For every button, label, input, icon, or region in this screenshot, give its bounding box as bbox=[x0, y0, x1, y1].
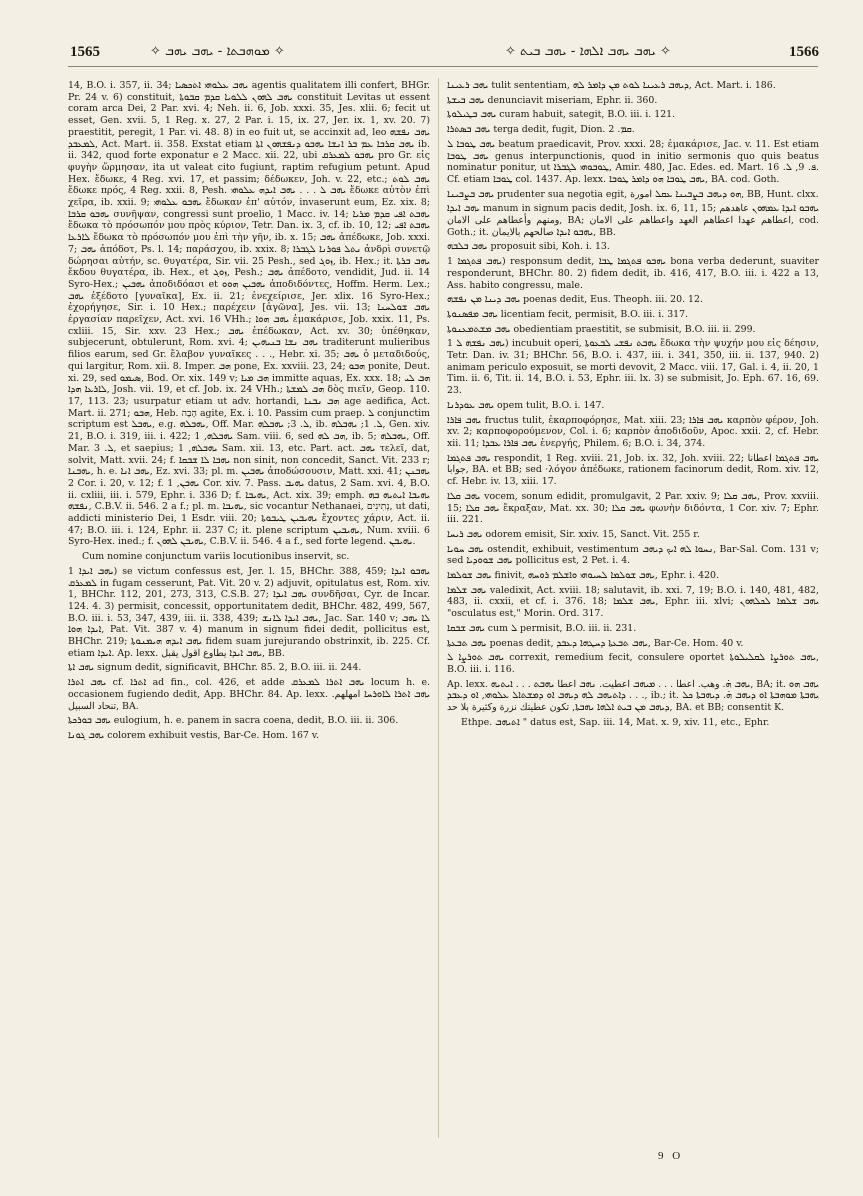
right-column bbox=[447, 80, 819, 1140]
entry-paragraph: ܝܗܒ ܒܨܒܝܢܐ prudenter sua negotia egit, ܗܘ ܕܝܗܒ ܒܨܒܝܢܐ ܥܩܠ امورة, BB, Hunt. clxx. bbox=[447, 188, 819, 200]
entry-paragraph: ܝܗܒ ܪܝܚܐ odorem emisit, Sir. xxiv. 15, Sanct. Vit. 255 r. bbox=[447, 528, 700, 540]
left-page-number: 1565 bbox=[70, 44, 100, 60]
entry-paragraph: ܝܗܒ ܛܘܒܐ ܠ beatum praedicavit, Prov. xxxi. 28; ἐμακάρισε, Jac. v. 11. Est etiam ܝܗܒ ܛܘܒܐ genus interpunctionis, quod in initio sermonis quo quis beatus nominatur ponitur, ut ܛܘܒܘܗܝ ܠܓܒܪܐ, Amir. 480, Jac. Edes. ed. Mart. ܦ. 9, ܠ. 16. Cf. etiam ܛܘܒܐ col. 1437. Ap. lexx. ܝܗܒ ܛܘܒܐ ܗܘ ܕܐܡܪ ܛܘܒܐ, BA. cod. Goth. bbox=[447, 138, 819, 185]
entry-paragraph: ܝܗܒ ܬܒܥܬܐ poenas dedit, ܝܗܒ ܬܒܥܬܐ ܕܚܛܗܐ ܕܥܒܕ, Bar-Ce. Hom. 40 v. bbox=[447, 637, 744, 649]
entry-paragraph: ܝܗܒ ܡܦܣܢܘܬܐ licentiam fecit, permisit, B.O. iii. i. 317. bbox=[447, 308, 689, 320]
entry-paragraph: ܝܗܒ ܐܝܕܐ 1) se victum confessus est, Jer. l. 15, BHChr. 388, 459; ܝܗܒܘ ܐܝܕܐ ܠܡܥܪܩ in fugam cesserunt, Pat. Vit. 20 v. 2) adjuvit, opitulatus est, Rom. xiv. 1, BHChr. 112, 201, 273, 313, C.S.B. 27; ܝܗܒ ܐܝܕܐ συνδῆσαι, Cyr. de Incar. 124. 4. 3) permisit, concessit, opportunitatem dedit, BHChr. 482, 499, 567, B.O. iii. i. 53, 347, 439, iii. ii. 338, 439; ܝܗܒ ܐܝܕܐ ܠܐܢܫ, Jac. Sar. 140 v; ܠܐ ܝܗܒ ܐܝܕܐ ܗܘܐ, Pat. Vit. 387 v. 4) manum in signum fidei dedit, pollicitus est, BHChr. 219; ܝܗܒ ܐܝܕܗ ܗܝܡܢܘܬܐ fidem suam jurejurando obstrinxit, ib. 225. Cf. etiam ܐܝܕܐ. Ap. lexx. ܝܗܒ ܐܝܕܐ يطاوع اقول يقبل, BB. bbox=[68, 565, 430, 659]
right-page-number: 1566 bbox=[789, 44, 819, 60]
entry-paragraph: ܝܗܒ ܦܐܪܐ fructus tulit, ἐκαρποφόρησε, Mat. xiii. 23; ܝܗܒ ܦܐܪܐ καρπὸν φέρον, Joh. xv. 2; καρποφορούμενον, Col. i. 6; καρπὸν ἀποδιδοῦν, Apoc. xxii. 2, cf. Hebr. xii. 11; ܝܗܒ ܦܐܪܐ ܥܒܕܐ ἐνεργής, Philem. 6; B.O. i. 34, 374. bbox=[447, 414, 819, 449]
entry-paragraph: ܝܗܒ ܫܠܡܐ valedixit, Act. xviii. 18; salutavit, ib. xxi. 7, 19; B.O. i. 140, 481, 482, 483, ii. cxxii, et cf. i. 376. 18; ܝܗܒ ܫܠܡܐ, Ephr. iii. xlvi; ܝܗܒ ܫܠܡܐ ܠܟܠܗܘܢ "osculatus est," Morin. Ord. 317. bbox=[447, 584, 819, 620]
entry-paragraph: ܝܗܒ ܒܘܪܟܬܐ eulogium, h. e. panem in sacra coena, dedit, B.O. iii. ii. 306. bbox=[68, 715, 399, 727]
entry-paragraph: ܝܗܒ ܥܘܕܪܢܐ opem tulit, B.O. i. 147. bbox=[447, 399, 605, 411]
entry-paragraph: ܝܗܒ ܓܘܢܐ colorem exhibuit vestis, Bar-Ce. Hom. 167 v. bbox=[68, 729, 320, 741]
entry-paragraph: ܝܗܒ ܢܦܫܗ ܠ 1) incubuit operi, ܝܗܒܬ ܢܦܫܝ ܠܒܥܘܬܐ ἔδωκα τὴν ψυχήν μου εἰς δέησιν, Tetr. Dan. iv. 31; BHChr. 56, B.O. i. 437, iii. i. 341, 350, iii. ii. 137, 940. 2) animam periculo exposuit, se morti devovit, 2 Macc. viii. 17, Gal. i. 4, ii. 20, 1 Tim. ii. 6, Tit. ii. 14, B.O. i. 53, Ephr. iii. lx. 3) se submisit, Jo. Eph. 67. 16, 69. 23. bbox=[447, 338, 819, 397]
entry-paragraph: ܝܗܒ ܫܘܠܡܐ finivit, ܝܗܒ ܫܘܠܡܐ ܠܚܝܘܗܝ ܘܐܫܠܡ ܪܘܚܗ, Ephr. i. 420. bbox=[447, 570, 719, 582]
entry-paragraph: ܝܗܒ ܦܬܓܡܐ respondit, 1 Reg. xviii. 21, Job. ix. 32, Joh. xviii. 22; ܝܗܒ ܦܬܓܡܐ اعطانا جوابا, BA. et BB; sed ·λόγον ἀπέδωκε, rationem facinorum dedit, Rom. xiv. 12, cf. Hebr. iv. 13, xiii. 17. bbox=[447, 452, 819, 488]
column-divider bbox=[438, 78, 439, 1138]
header-rule bbox=[68, 66, 818, 67]
entry-paragraph: Cum nomine conjunctum variis locutionibus inservit, sc. bbox=[82, 551, 350, 563]
entry-paragraph: ܝܗܒ ܒܠܒܗ proposuit sibi, Koh. i. 13. bbox=[447, 241, 610, 253]
page-header bbox=[0, 0, 863, 62]
entry-paragraph: ܝܗܒ ܡܫܬܡܥܢܘܬܐ obedientiam praestitit, se submisit, B.O. iii. ii. 299. bbox=[447, 323, 756, 335]
entry-paragraph: ܝܗܒ ܒܣܬܪܐ terga dedit, fugit, Dion. ܩܡ. 2. bbox=[447, 124, 635, 136]
entry-paragraph: ܝܗܒ ܕܝܢܐ ܡܢ ܢܦܫܗ poenas dedit, Eus. Theoph. iii. 20. 12. bbox=[447, 294, 703, 306]
entry-paragraph: ܝܗܒ ܒܛܝܠܘܬܐ curam habuit, sategit, B.O. iii. i. 121. bbox=[447, 109, 676, 121]
right-running-title: ✧ ܝܗܒ ܝܗܒ ܐܠܗܐ - ܝܗܒ ܒܝܬ ✧ bbox=[505, 44, 671, 59]
entry-paragraph: ܝܗܒ ܪܥܝܢܐ tulit sententiam, ܕܝܗܒ ܪܥܝܢܐ ܠܘܬ ܡܢ ܕܐܡܪ ܠܗ, Act. Mart. i. 186. bbox=[447, 80, 776, 91]
left-column bbox=[68, 80, 430, 1140]
entry-paragraph: Ap. lexx. ܝܗܒ ܗ̇. وهب. اعطا . . . ܡܝܗܒ اعطيت. ܢܗܒ اعطا ܝܗܒܬ . . . ܐܝܬܝܗ, BA; it. ܝܗܒ ܗܘ ܕܐܬܝܗܒ ܠܗ ܕܝܗܒ ܐܘ ܕܡܫܬܐܠ ܥܠܘܗܝ, ܐܘ ܕܥܒܕ . . ., ib.; it. ܝܗܒܬܐ ܡܘܗܒܬܐ ܐܘ ܕܝܗܒ ܗ̇. ܕܝܗܒܬܐ ܟܠ ܕܝܗܒ ܡܢ ܒܝܬ ܐܠܗܐ ܝܗܒܬܐ, تكون عطيتك نزرة وكثيرة بلا حد, BA. et BB; consentit K. bbox=[447, 678, 819, 714]
entry-paragraph: ܝܗܒ ܐܝܕܐ manum in signum pacis dedit, Josh. ix. 6, 11, 15; ܝܗܒܘ ܐܝܕܐ ܥܡܗܘܢ عاهدهم ومنهم وأعطاهم على الامان, BA; اعطاهم عهدا اعطاهم العهد واعطاهم على الامان, cod. Goth.; it. ܝܗܒܘ ܐܝܕܐ صالحهم بالايمان, BB. bbox=[447, 203, 819, 238]
entry-paragraph: ܝܗܒ ܫܒܩܐ cum ܠ permisit, B.O. iii. ii. 231. bbox=[447, 622, 637, 634]
left-running-title: ✧ ܡܘܗܒܬܐ - ܝܗܒ ܝܗܒ ✧ bbox=[150, 44, 285, 59]
signature-mark: 9 O bbox=[658, 1150, 684, 1162]
entry-paragraph: ܝܗܒ ܬܘܪܨܐ ܠ correxit, remedium fecit, consulere oportet ܝܗܒ ܬܘܪܨܐ ܠܩܠܝܠܘܬܐ, B.O. iii. i. 116. bbox=[447, 652, 819, 675]
entry-paragraph: ܝܗܒ ܦܬܓܡܐ 1) responsum dedit, ܝܗܒܘ ܦܬܓܡܐ ܛܒܐ bona verba dederunt, suaviter responderunt, BHChr. 80. 2) fidem dedit, ib. 416, 417, B.O. iii. i. 422 a 13, Ass. habito congressu, male. bbox=[447, 256, 819, 291]
entry-paragraph: ܝܗܒ ܐܬܐ signum dedit, significavit, BHChr. 85. 2, B.O. iii. ii. 244. bbox=[68, 662, 362, 674]
entry-paragraph: Ethpe. ܐܬܝܗܒ " datus est, Sap. iii. 14, Mat. x. 9, xiv. 11, etc., Ephr. bbox=[461, 716, 770, 728]
entry-paragraph: ܝܗܒ ܒܝܫܬܐ denunciavit miseriam, Ephr. ii. 360. bbox=[447, 94, 658, 106]
entry-paragraph: 14, B.O. i. 357, ii. 34; ܝܗܒ ܥܠܘܗܝ ܐܬܟܣܝܐ agentis qualitatem illi confert, BHGr. Pr. 24 v. 6) constituit, ܝܗܒ ܠܗܘܢ ܠܠܘܝܐ ܩܕܡ ܩܒܘܬܐ constituit Levitas ut essent coram arca Dei, 2 Par. xvi. 4; Neh. ii. 6, Job. xxxi. 35, Jes. xlii. 6; fecit ut esset, Gen. xvii. 5, 1 Reg. x. 27, 2 Par. i. 15, ix. 27, Jer. ix. 1, xv. 20. 7) praestitit, peregit, 1 Par. vi. 48. 8) in eo fuit ut, se accinxit ad, leo ܝܗܒ ܢܦܫܗ ܠܡܥܒܕ, Act. Mart. ii. 358. Exstat etiam ܝܗܒ ܩܪܒܐ ܥܡ ܒܪ ܐܢܫܐ ܝܗܒܘ ܕܢܦܫܗܘܢ ܐܬܐ ib. ii. 342, quod forte exponatur e 2 Macc. xii. 22, ubi ܝܗܒܘ ܠܡܥܪܩ pro Gr. εἰς φυγὴν ὥρμησαν, ita ut valeat cito fugiunt, raptim refugium petunt. Apud Hex. ἔδωκε, 4 Reg. xvi. 17, et passim; δέδωκεν, Joh. v. 22, etc.; ܝܗܒ ܠܘܬ ἔδωκε πρός, 4 Reg. xxii. 8, Pesh. ܝܗܒ ܠ . . . ܝܗܒ ܐܝܕܗ ܥܠܘܗܝ ἔδωκε αὐτὸν ἐπὶ χεῖρα, ib. xxii. 9; ܝܗܒܘ ܥܠܘܗܝ ἔδωκαν ἐπ' αὐτόν, invaserunt eum, Ez. xix. 8; ܝܗܒܘ ܩܪܒܐ συνῆψαν, congressi sunt proelio, 1 Macc. iv. 14; ܝܗܒܬ ܐܦܝ ܩܕܡ ܡܪܝܐ ἔδωκα τὸ πρόσωπόν μου πρὸς κύριον, Tetr. Dan. ix. 3, cf. ib. 10, 12; ܝܗܒܬ ܐܦܝ ܠܐܪܥܐ ἔδωκα τὸ πρόσωπόν μου ἐπὶ τὴν γῆν, ib. x. 15; ܝܗܒ ἀπέδωκε, Job. xxxi. 7; ܝܗܒ ἀπόδοτ, Ps. l. 14; παράσχου, ib. xxix. 8; ܢܬܠ ܦܘܪܢܐ ܠܓܒܪܐ ἀνδρὶ συνετῷ δώρησαι αὐτήν, sc. θυγατέρα, Sir. vii. 25 Pesh., sed ܙܘܓ, ib. Hex.; it. ܝܗܒ ܒܪܬܐ ἔκδου θυγατέρα, ib. Hex., et ܙܘܓ, Pesh.; ܝܗܒ ἀπέδοτο, vendidit, Jud. ii. 14 Syro-Hex.; ܝܗܒܝܢ ἀποδιδόασι et ܝܗܒܝܢ ܗܘܘ ἀποδιδόντες, Hoffm. Herm. Lex.; ܝܗܒ ἐξέδοτο [γυναῖκα], Ex. ii. 21; ἐνεχείρισε, Jer. xlix. 16 Syro-Hex.; ἐχορήγησε, Sir. i. 10 Hex.; παρέχειν [ἀγῶνα], Jes. vii. 13; ܝܗܒ ܫܘܠܚܢܐ ἐργασίαν παρεῖχεν, Act. xvi. 16 VHh.; ܝܗܒ ܗܘܐ ἐμακάρισε, Job. xxix. 11, Ps. cxliii. 15, Sir. xxv. 23 Hex.; ܝܗܒ ἐπέδωκαν, Act. xv. 30; ὑπέθηκαν, subjecerunt, obtulerunt, Rom. xvi. 4; ܝܗܒ ܢܫܐ ܒܢܝܗܝܢ traditerunt mulieribus filios earum, sed Gr. ἔλαβον γυναῖκες . . ., Hebr. xi. 35; ܝܗܒ ὁ μεταδιδούς, qui largitur, Rom. xii. 8. Imper. ܗܒ pone, Ex. xxviii. 23, 24; ܗܒܘ ponite, Deut. xi. 29, sed ܣܝܡܘ, Bod. Or. xix. 149 v; ܗܒ ܡܝܐ immitte aquas, Ex. xxx. 18; ܗܒ ܠܝ ܠܐܪܥܐ ܗܕܐ, Josh. vii. 19, et cf. Job. ix. 24 VHh.; ܗܒ ܠܡܫܬܐ δὸς πιεῖν, Geop. 110. 17, 113. 23; usurpatur etiam ut adv. hortandi, ܗܒ ܢܒܢܐ age aedifica, Act. Mart. ii. 271; ܗܒܘ, Heb. הָבָה agite, Ex. i. 10. Passim cum praep. ܠ conjunctim scriptum est ܝܗܒܠ, e.g. ܝܗܒܠܗ, Off. Mar. ܠ. 3; ܝܗܒܠܗ, ib. ܠ. 1; ܝܗܒܠܗ, Gen. xiv. 21, B.O. i. 319, iii. i. 422; ܝܗܒܠܗ, 1 Sam. viii. 6, sed ܗܒ ܠܗ, ib. 5; ܝܗܒܠܗ, Off. Mar. ܠ. 3, et saepius; ܝܗܒܠܗ, 1 Sam. xii. 13, etc. Part. act. ܝܗܒ τελεῖ, dat, solvit, Matt. xvii. 24; f. ܝܗܒܐ ܠܐ ܫܒܩܐ non sinit, non concedit, Sanct. Vit. 233 r; ܝܗܒܢܐ, h. e. ܝܗܒ ܐܢܐ, Ez. xvi. 33; pl. m. ܝܗܒܝܢ ἀποδώσουσιν, Matt. xxi. 41; ܝܗܒܢܢ 2 Cor. i. 20, v. 12; f. ܝܗܒܢ, 1 Cor. xiv. 7. Pass. ܝܗܝܒ datus, 2 Sam. xvi. 4, B.O. ii. cxliii, iii. i. 579, Ephr. i. 336 D; f. ܝܗܝܒܐ, Act. xix. 39; emph. ܝܗܝܒܐ ܐܝܬܝܗ ܒܗ ܢܦܫܗ, C.B.V. ii. 546. 2 a f.; pl. m. ܝܗܝܒܐ, sic vocantur Nethanaei, נְתִינִים, ut dati, addicti ministerio Dei, 1 Esdr. viii. 20; ܝܗܝܒܝܢ ܛܝܒܘܬܐ ἔχοντες χάριν, Act. ii. 47; B.O. iii. i. 124, Ephr. ii. 237 C; it. plene scriptum ܝܗܝܒܝܢ, Num. xviii. 6 Syro-Hex. ined.; f. ܝܗܝܒܢ ܠܗܘܢ, C.B.V. ii. 546. 4 a f., sed forte legend. ܝܗܝܒܢ. bbox=[68, 80, 430, 548]
entry-paragraph: ܝܗܒ ܚܘܝܐ ostendit, exhibuit, vestimentum ܢܚܘܐ ܠܗ ܐܝܟ ܕܝܗܒ, Bar-Sal. Com. 131 v; sed ܝܗܒ ܫܘܘܕܝܐ pollicitus est, 2 Pet. i. 4. bbox=[447, 543, 819, 567]
entry-paragraph: ܝܗܒ ܩܠܐ vocem, sonum edidit, promulgavit, 2 Par. xxiv. 9; ܝܗܒ ܩܠܐ, Prov. xxviii. 15; ܝܗܒ ܩܠܐ ἔκραξαν, Mat. xx. 30; ܝܗܒ ܩܠܐ φωνὴν διδόντα, 1 Cor. xiv. 7; Ephr. iii. 221. bbox=[447, 490, 819, 526]
entry-paragraph: ܝܗܒ ܐܬܪܐ cf. ܐܬܪܐ ad fin., col. 426, et adde ܝܗܒ ܐܬܪܐ ܠܡܥܪܩ locum h. e. occasionem fugiendo dedit, App. BHChr. 84. Ap. lexx. ܝܗܒ ܐܬܪܐ ܠܐܘܪܚܐ امهلهم. تنحاد السبيل, BA. bbox=[68, 677, 430, 712]
